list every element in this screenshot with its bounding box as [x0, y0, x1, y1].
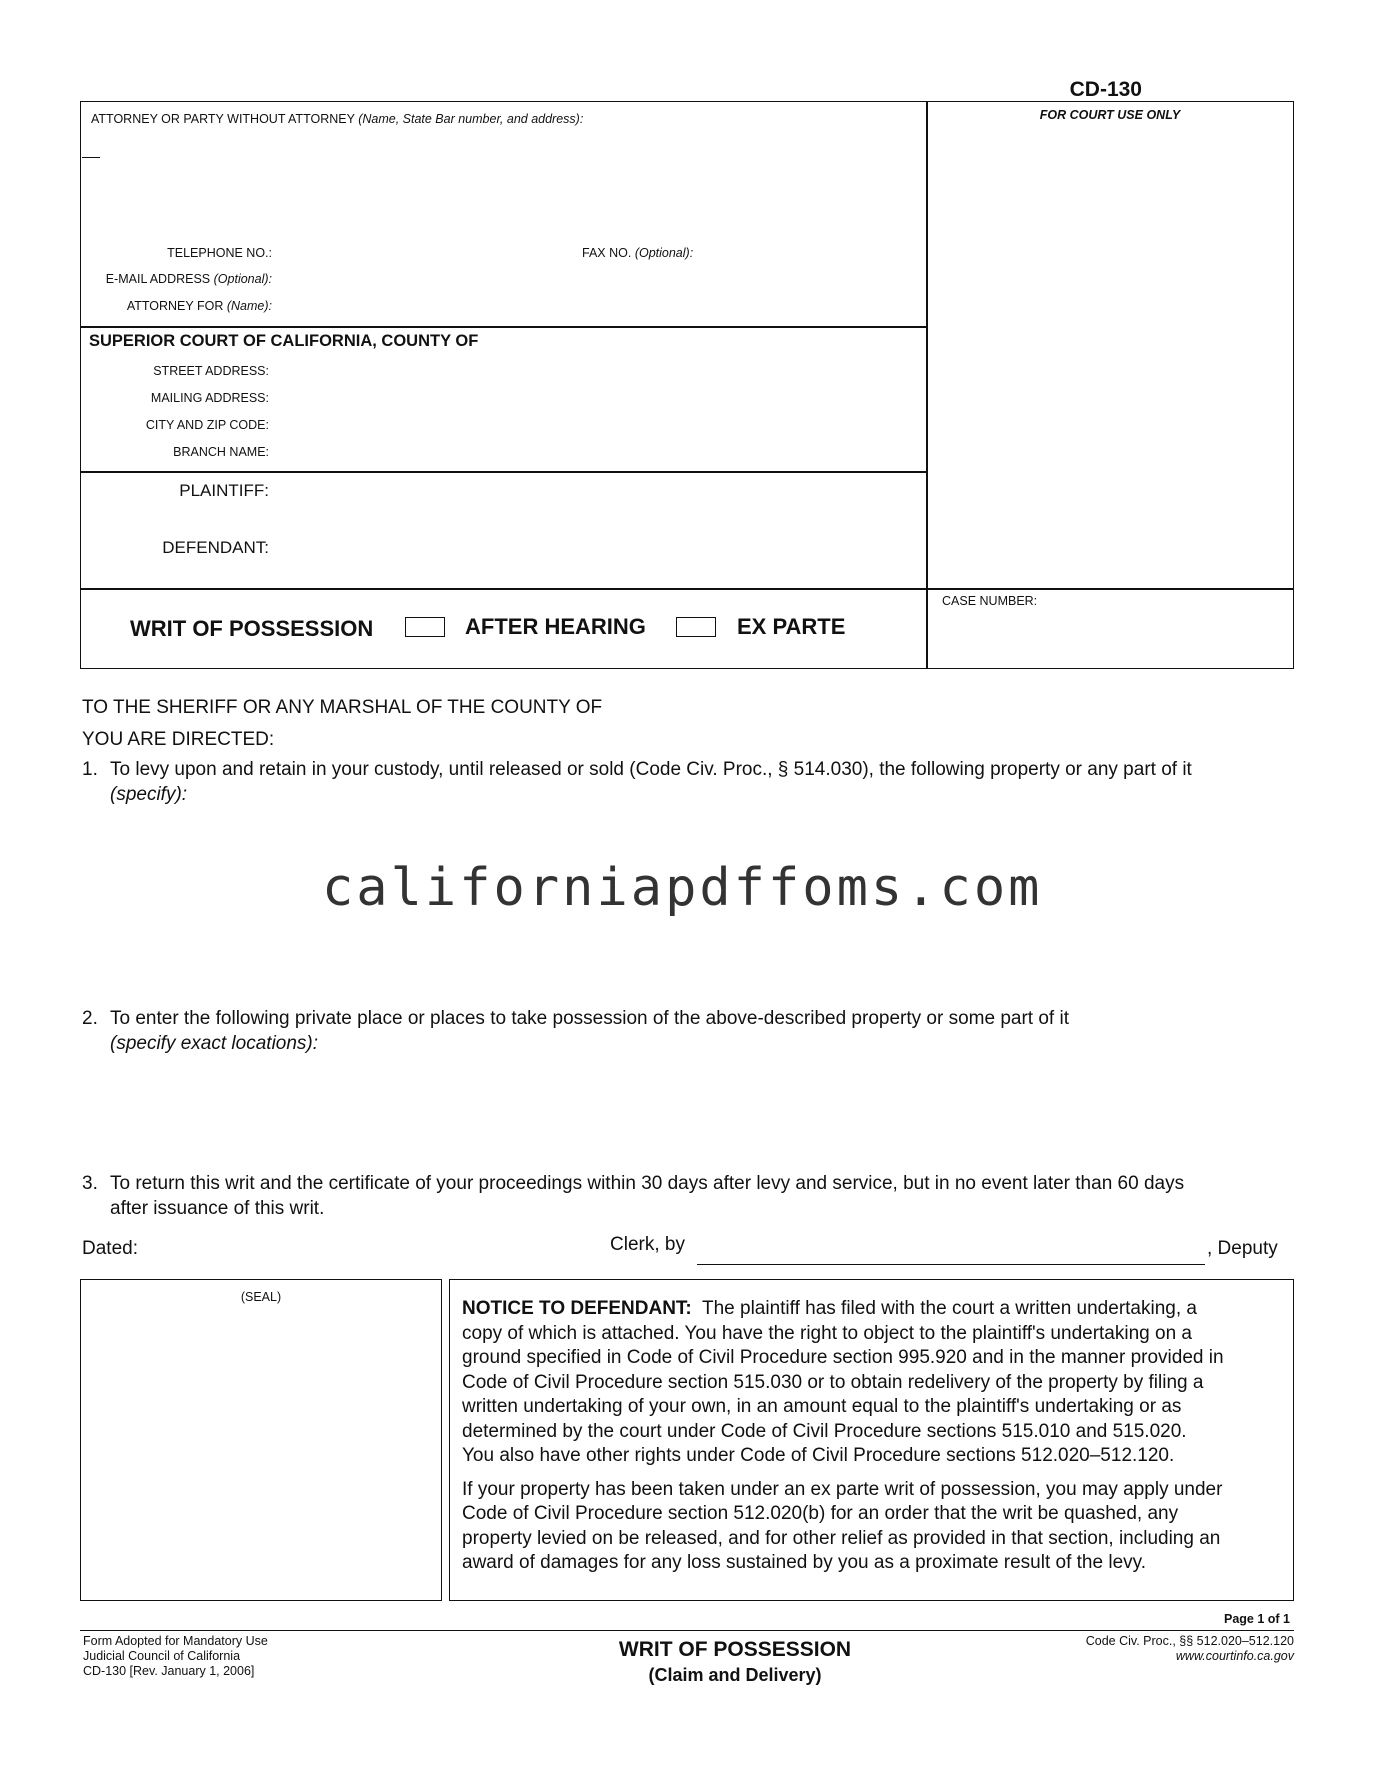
item3-text-line2: after issuance of this writ.	[110, 1198, 325, 1219]
street-address-label: STREET ADDRESS:	[153, 364, 269, 378]
seal-label: (SEAL)	[240, 1290, 282, 1304]
item3-text-line1: To return this writ and the certificate of your proceedings within 30 days after levy and service, but in no event later than 60 days	[110, 1173, 1185, 1194]
caption-divider	[80, 588, 1294, 590]
case-number-field[interactable]	[935, 612, 1285, 664]
fax-label: FAX NO. (Optional):	[582, 246, 694, 260]
defendant-label: DEFENDANT:	[162, 538, 269, 557]
item2-hint: (specify exact locations):	[110, 1033, 319, 1054]
item1-text: To levy upon and retain in your custody, until released or sold (Code Civ. Proc., § 514.030), the following property or any part of it	[110, 759, 1192, 780]
seal-box	[80, 1279, 442, 1601]
court-use-divider	[926, 101, 928, 669]
telephone-label: TELEPHONE NO.:	[167, 246, 272, 260]
dated-label: Dated:	[82, 1238, 138, 1259]
footer-subtitle: (Claim and Delivery)	[648, 1665, 822, 1685]
courtinfo-link[interactable]: www.courtinfo.ca.gov	[1175, 1649, 1294, 1663]
branch-name-label: BRANCH NAME:	[173, 445, 269, 459]
attorney-name-field[interactable]	[90, 130, 910, 235]
court-parties-divider	[80, 471, 927, 473]
notice-heading: NOTICE TO DEFENDANT:	[462, 1298, 692, 1319]
item1-hint: (specify):	[110, 784, 188, 805]
after-hearing-label: AFTER HEARING	[465, 614, 646, 639]
deputy-label: , Deputy	[1207, 1238, 1278, 1259]
notice-text: NOTICE TO DEFENDANT: The plaintiff has filed with the court a written undertaking, a copy of which is attached. You have the right to object to the plaintiff's undertaking on a ground specified in Code of Civil Procedure section 995.920 and in the manner provided in Code of Civil Procedure section 515.030 or to obtain redelivery of the property by filing a written undertaking of your own, in an amount equal to the plaintiff's undertaking or as determined by the court under Code of Civil Procedure sections 515.010 and 515.020. You also have other rights under Code of Civil Procedure sections 512.020–512.120. If your property has been taken under an ex parte writ of possession, you may apply under Code of Civil Procedure section 512.020(b) for an order that the writ be quashed, any property levied on be released, and for other relief as provided in that section, including an award of damages for any loss sustained by you as a proximate result of the levy.	[462, 1298, 1224, 1573]
attorney-header: ATTORNEY OR PARTY WITHOUT ATTORNEY (Name, State Bar number, and address):	[91, 112, 584, 126]
clerk-signature-line[interactable]	[697, 1264, 1205, 1265]
footer-title: WRIT OF POSSESSION	[618, 1638, 852, 1661]
mailing-address-label: MAILING ADDRESS:	[150, 391, 269, 405]
page-number: Page 1 of 1	[1224, 1612, 1290, 1626]
ex-parte-checkbox[interactable]	[676, 617, 716, 637]
clerk-label: Clerk, by	[610, 1234, 685, 1255]
attorney-for-label: ATTORNEY FOR (Name):	[126, 299, 272, 313]
directed-text: YOU ARE DIRECTED:	[82, 729, 275, 750]
court-title: SUPERIOR COURT OF CALIFORNIA, COUNTY OF	[89, 332, 479, 350]
court-use-only-label: FOR COURT USE ONLY	[1039, 108, 1181, 122]
plaintiff-label: PLAINTIFF:	[179, 481, 269, 500]
to-sheriff-text: TO THE SHERIFF OR ANY MARSHAL OF THE COUNTY OF	[82, 697, 603, 718]
city-zip-label: CITY AND ZIP CODE:	[145, 418, 269, 432]
footer-rule	[80, 1630, 1294, 1631]
footer-right: Code Civ. Proc., §§ 512.020–512.120 www.courtinfo.ca.gov	[1085, 1634, 1294, 1663]
caption-title: WRIT OF POSSESSION	[130, 616, 374, 641]
attorney-court-divider	[80, 326, 927, 328]
item2-number: 2.	[82, 1008, 98, 1029]
watermark-text: californiapdffoms.com	[322, 858, 1043, 918]
item3-number: 3.	[82, 1173, 98, 1194]
footer-left: Form Adopted for Mandatory Use Judicial Council of California CD-130 [Rev. January 1, 2006]	[83, 1634, 268, 1678]
item1-number: 1.	[82, 759, 98, 780]
after-hearing-checkbox[interactable]	[405, 617, 445, 637]
case-number-label: CASE NUMBER:	[942, 594, 1038, 608]
ex-parte-label: EX PARTE	[737, 614, 846, 639]
form-number: CD-130	[1069, 78, 1142, 101]
email-label: E-MAIL ADDRESS (Optional):	[105, 272, 272, 286]
item2-text: To enter the following private place or places to take possession of the above-described property or some part of it	[110, 1008, 1069, 1029]
